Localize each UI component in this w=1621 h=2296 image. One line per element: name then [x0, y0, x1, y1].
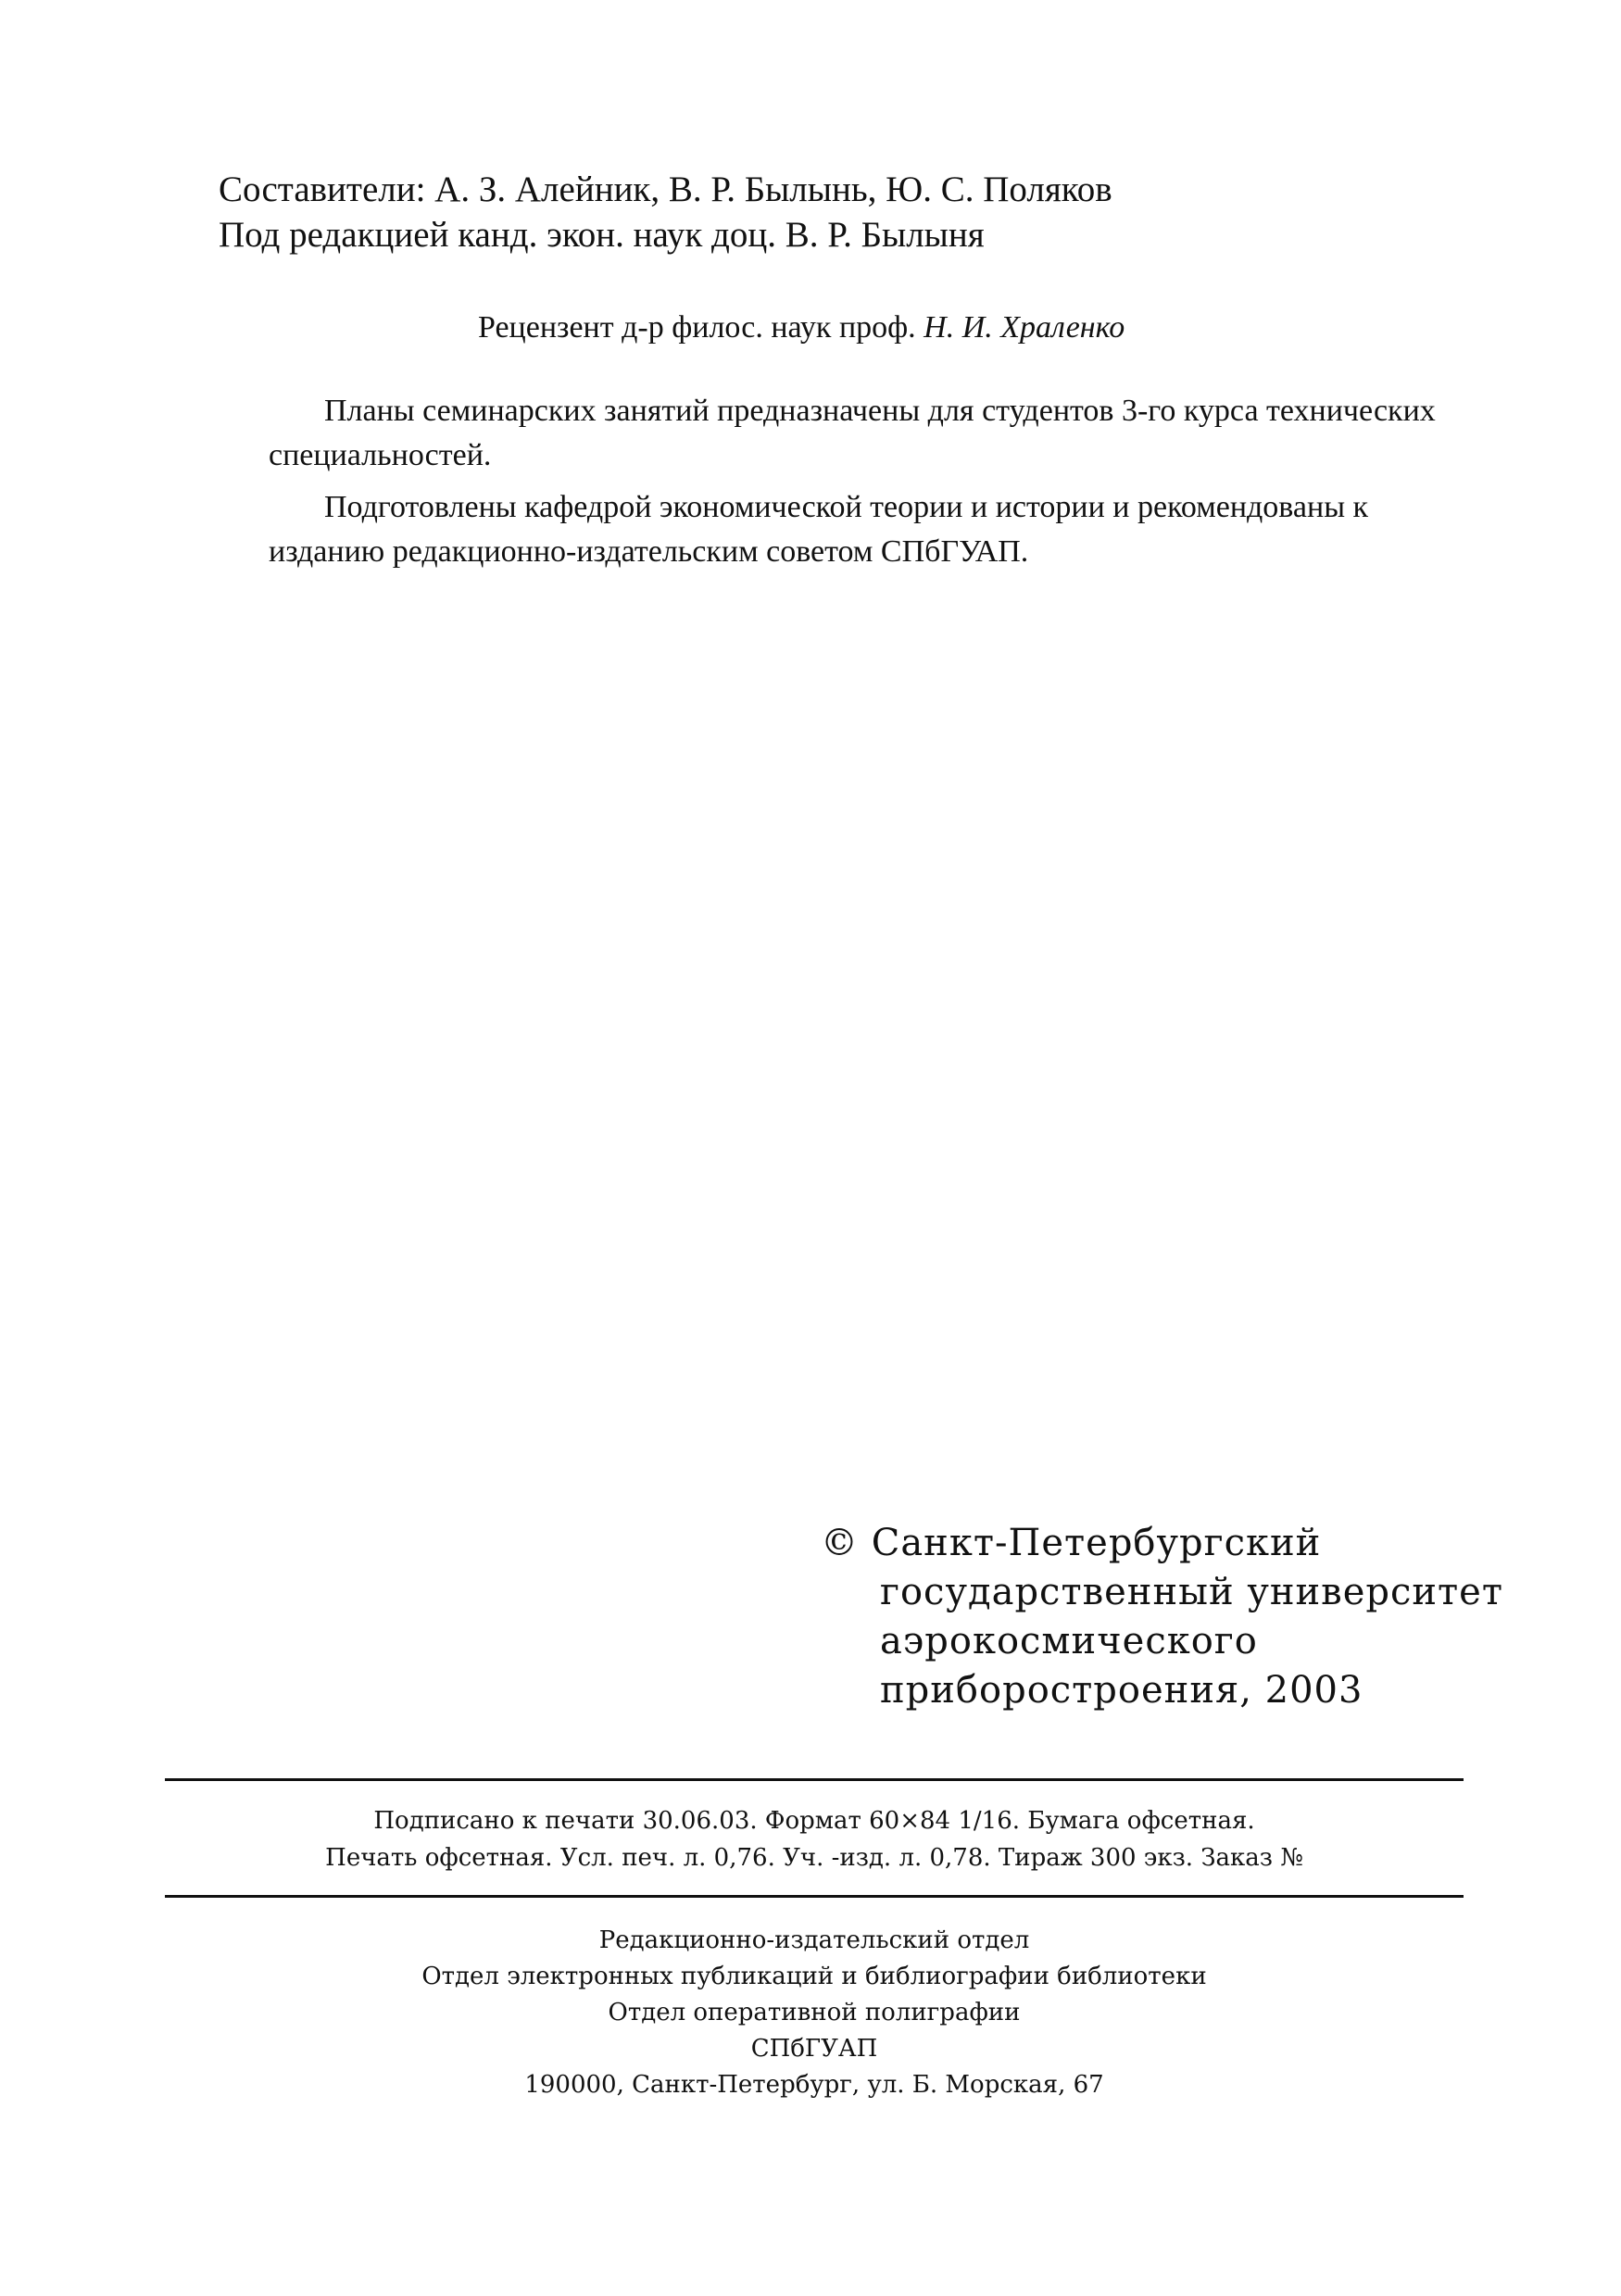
- imprint-line-2: Печать офсетная. Усл. печ. л. 0,76. Уч. -изд. л. 0,78. Тираж 300 экз. Заказ №: [325, 1844, 1303, 1872]
- authors-block: [219, 167, 1112, 257]
- publisher-line-3: Отдел оперативной полиграфии: [608, 1999, 1021, 2026]
- publisher-line-1: Редакционно-издательский отдел: [598, 1926, 1030, 1954]
- copyright-line-4: приборостроения, 2003: [880, 1669, 1363, 1712]
- publisher-block: [165, 1923, 1464, 2103]
- imprint-line-1: Подписано к печати 30.06.03. Формат 60×84 1/16. Бумага офсетная.: [373, 1807, 1255, 1835]
- reviewer-name: Н. И. Храленко: [924, 310, 1125, 345]
- copyright-line-3: аэрокосмического: [880, 1620, 1258, 1662]
- reviewer-prefix: Рецензент д-р филос. наук проф.: [478, 310, 916, 345]
- bottom-divider: [165, 1895, 1464, 1898]
- copyright-line-2: государственный университет: [880, 1571, 1503, 1613]
- publisher-line-2: Отдел электронных публикаций и библиографии библиотеки: [421, 1963, 1207, 1990]
- publisher-line-4: СПбГУАП: [750, 2035, 878, 2063]
- imprint-block: [165, 1802, 1464, 1876]
- top-divider: [165, 1778, 1464, 1781]
- annotation-purpose: Планы семинарских занятий предназначены для студентов 3-го курса технических специальностей.: [269, 394, 1436, 472]
- copyright-line-1: © Санкт-Петербургский: [821, 1522, 1322, 1564]
- annotation-approval: Подготовлены кафедрой экономической теории и истории и рекомендованы к изданию редакционно-издательским советом СПбГУАП.: [269, 490, 1369, 569]
- annotation-block: [269, 389, 1464, 582]
- compilers-line: Составители: А. З. Алейник, В. Р. Былынь, Ю. С. Поляков: [219, 169, 1112, 209]
- copyright-notice: [821, 1519, 1503, 1715]
- editor-line: Под редакцией канд. экон. наук доц. В. Р. Былыня: [219, 215, 985, 255]
- reviewer-line: [478, 307, 1125, 348]
- publisher-address: 190000, Санкт-Петербург, ул. Б. Морская, 67: [524, 2071, 1104, 2099]
